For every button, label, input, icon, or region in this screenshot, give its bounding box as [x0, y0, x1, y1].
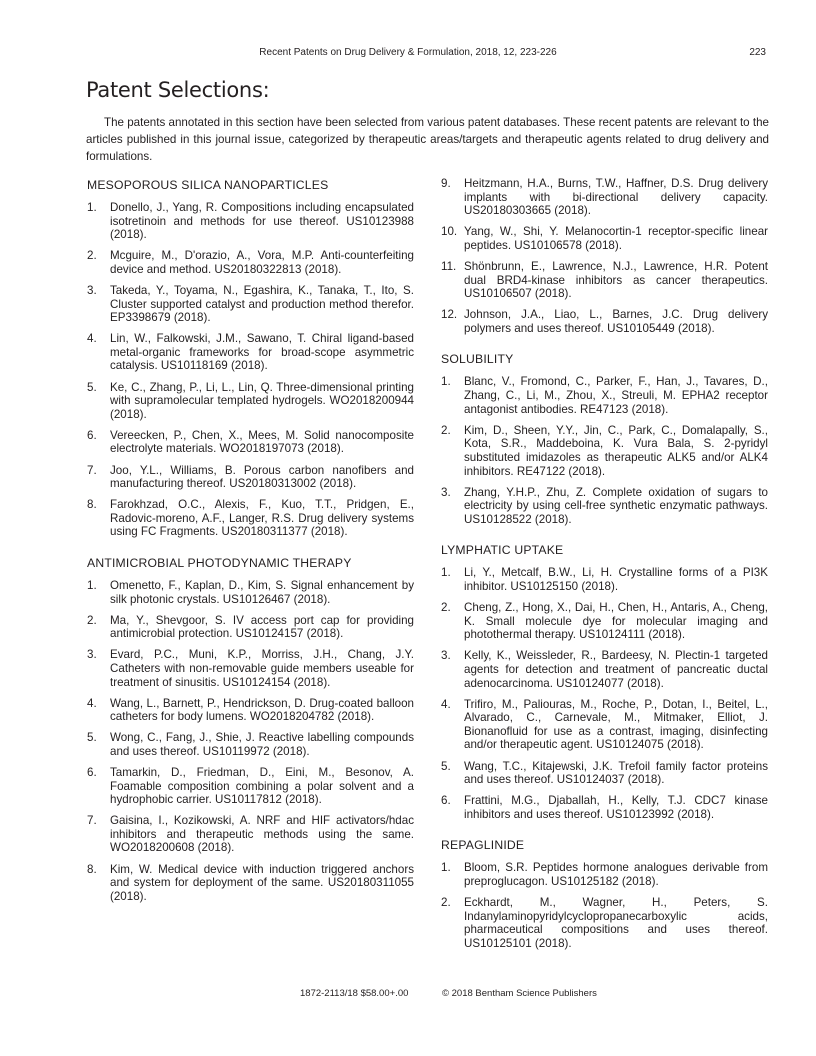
patent-entry: [441, 225, 768, 252]
entry-text: Farokhzad, O.C., Alexis, F., Kuo, T.T., Pridgen, E., Radovic-moreno, A.F., Langer, R.S. Drug delivery systems using FC Fragments. US20180311377 (2018).: [110, 498, 414, 539]
entry-number: 4.: [87, 332, 97, 346]
patent-entry: [87, 464, 414, 491]
patent-entry: [441, 566, 768, 593]
entry-number: 7.: [87, 814, 97, 828]
entry-number: 1.: [87, 578, 97, 592]
patent-entry: [441, 861, 768, 888]
patent-entry: [87, 284, 414, 325]
page-number: 223: [749, 47, 766, 58]
entry-text: Gaisina, I., Kozikowski, A. NRF and HIF activators/hdac inhibitors and therapeutic methods using the same. WO2018200608 (2018).: [110, 814, 414, 855]
entry-text: Bloom, S.R. Peptides hormone analogues derivable from preproglucagon. US10125182 (2018).: [464, 861, 768, 888]
entry-text: Eckhardt, M., Wagner, H., Peters, S. Indanylaminopyridylcyclopropanecarboxylic acids, pharmaceutical compositions and uses thereof. US10125101 (2018).: [464, 896, 768, 950]
patent-section: [441, 837, 768, 950]
entry-text: Yang, W., Shi, Y. Melanocortin-1 receptor-specific linear peptides. US10106578 (2018).: [464, 225, 768, 252]
patent-entry: [87, 814, 414, 855]
entry-text: Tamarkin, D., Friedman, D., Eini, M., Besonov, A. Foamable composition combining a polar solvent and a hydrophobic carrier. US10117812 (2018).: [110, 766, 414, 807]
patent-entry: [87, 332, 414, 373]
entry-number: 5.: [87, 380, 97, 394]
patent-entry: [441, 486, 768, 527]
entry-number: 6.: [87, 428, 97, 442]
patent-entry: [87, 648, 414, 689]
entry-text: Wang, L., Barnett, P., Hendrickson, D. Drug-coated balloon catheters for body lumens. WO2018204782 (2018).: [110, 696, 414, 724]
entry-number: 6.: [441, 794, 451, 808]
entry-number: 3.: [87, 283, 97, 297]
entry-number: 10.: [441, 225, 458, 239]
entry-number: 3.: [87, 648, 97, 662]
entry-number: 6.: [87, 766, 97, 779]
entry-number: 11.: [441, 259, 457, 273]
entry-text: Joo, Y.L., Williams, B. Porous carbon nanofibers and manufacturing thereof. US20180313002 (2018).: [110, 463, 414, 491]
patent-entry: [87, 697, 414, 724]
patent-entry: [87, 579, 414, 606]
entry-text: Ma, Y., Shevgoor, S. IV access port cap for providing antimicrobial protection. US10124157 (2018).: [110, 613, 414, 641]
entry-number: 1.: [441, 861, 451, 875]
patent-entry: [87, 429, 414, 456]
patent-entry: [441, 649, 768, 690]
journal-citation: Recent Patents on Drug Delivery & Formulation, 2018, 12, 223-226: [259, 47, 557, 58]
entry-number: 2.: [441, 423, 451, 437]
entry-text: Donello, J., Yang, R. Compositions including encapsulated isotretinoin and methods for use thereof. US10123988 (2018).: [110, 201, 414, 242]
section-heading: REPAGLINIDE: [441, 838, 525, 853]
entry-text: Wang, T.C., Kitajewski, J.K. Trefoil family factor proteins and uses thereof. US10124037 (2018).: [464, 759, 768, 787]
entry-number: 5.: [87, 731, 97, 745]
patent-entry: [441, 896, 768, 950]
entry-number: 4.: [87, 696, 97, 710]
issn-price: 1872-2113/18 $58.00+.00: [300, 988, 409, 999]
entry-text: Shönbrunn, E., Lawrence, N.J., Lawrence, H.R. Potent dual BRD4-kinase inhibitors as cancer therapeutics. US10106507 (2018).: [464, 259, 768, 301]
entry-number: 1.: [87, 201, 97, 214]
patent-entry: [87, 731, 414, 758]
entry-number: 1.: [441, 375, 451, 389]
patent-entry: [441, 601, 768, 642]
patent-entry: [441, 698, 768, 752]
patent-entry: [441, 177, 768, 218]
entry-text: Ke, C., Zhang, P., Li, L., Lin, Q. Three-dimensional printing with supramolecular templated hydrogels. WO2018200944 (2018).: [110, 380, 414, 421]
patent-entry: [87, 863, 414, 904]
patent-entry: [441, 308, 768, 335]
entry-text: Trifiro, M., Paliouras, M., Roche, P., Dotan, I., Beitel, L., Alvarado, C., Carnevale, M., Mitmaker, Elliot, J. Bionanofluid for use as a contrast, imaging, disinfecting and/or therapeutic agent. US10124075 (2018).: [464, 697, 768, 752]
section-heading: SOLUBILITY: [441, 352, 514, 367]
patent-section: [87, 177, 414, 539]
patent-section: [441, 351, 768, 526]
entry-text: Cheng, Z., Hong, X., Dai, H., Chen, H., Antaris, A., Cheng, K. Small molecule dye for molecular imaging and photothermal therapy. US10124111 (2018).: [464, 601, 768, 642]
entry-number: 9.: [441, 177, 451, 190]
entry-text: Vereecken, P., Chen, X., Mees, M. Solid nanocomposite electrolyte materials. WO2018197073 (2018).: [110, 428, 414, 456]
page-title: Patent Selections:: [86, 78, 270, 102]
section-heading: MESOPOROUS SILICA NANOPARTICLES: [87, 178, 329, 192]
entry-number: 2.: [87, 613, 97, 627]
entry-number: 2.: [87, 249, 97, 263]
entry-text: Zhang, Y.H.P., Zhu, Z. Complete oxidation of sugars to electricity by using cell-free synthetic enzymatic pathways. US10128522 (2018).: [464, 485, 768, 526]
patent-entry: [87, 201, 414, 242]
entry-text: Li, Y., Metcalf, B.W., Li, H. Crystalline forms of a PI3K inhibitor. US10125150 (2018).: [464, 566, 768, 593]
patent-section: [87, 555, 414, 903]
section-heading: LYMPHATIC UPTAKE: [441, 543, 564, 558]
entry-text: Evard, P.C., Muni, K.P., Morriss, J.H., Chang, J.Y. Catheters with non-removable guide members useable for treatment of sinusitis. US10124154 (2018).: [110, 648, 414, 689]
patent-section: [441, 542, 768, 821]
entry-text: Frattini, M.G., Djaballah, H., Kelly, T.J. CDC7 kinase inhibitors and uses thereof. US10123992 (2018).: [464, 794, 768, 821]
section-heading: ANTIMICROBIAL PHOTODYNAMIC THERAPY: [87, 555, 352, 570]
right-column: [441, 177, 768, 966]
entry-number: 12.: [441, 308, 458, 322]
entry-number: 4.: [441, 697, 451, 711]
patent-entry: [441, 260, 768, 301]
copyright: © 2018 Bentham Science Publishers: [442, 988, 597, 999]
entry-number: 3.: [441, 485, 451, 499]
patent-section: [441, 177, 768, 335]
intro-paragraph: The patents annotated in this section have been selected from various patent databases. These recent patents are relevant to the articles published in this journal issue, categorized by therapeutic areas/targets and therapeutic agents related to drug delivery and formulations.: [86, 116, 769, 163]
entry-number: 3.: [441, 649, 451, 663]
patent-entry: [441, 424, 768, 478]
patent-entry: [441, 794, 768, 821]
entry-text: Lin, W., Falkowski, J.M., Sawano, T. Chiral ligand-based metal-organic frameworks for broad-scope asymmetric catalysis. US10118169 (2018).: [110, 332, 414, 373]
patent-entry: [441, 760, 768, 787]
entry-text: Takeda, Y., Toyama, N., Egashira, K., Tanaka, T., Ito, S. Cluster supported catalyst and production method therefor. EP3398679 (2018).: [110, 283, 414, 325]
patent-entry: [87, 614, 414, 641]
entry-number: 2.: [441, 601, 451, 615]
page-footer: [0, 988, 816, 1002]
patent-entry: [87, 766, 414, 807]
left-column: [87, 177, 414, 919]
entry-number: 7.: [87, 463, 97, 477]
entry-text: Mcguire, M., D'orazio, A., Vora, M.P. Anti-counterfeiting device and method. US20180322813 (2018).: [110, 249, 414, 276]
entry-number: 8.: [87, 498, 97, 512]
entry-text: Heitzmann, H.A., Burns, T.W., Haffner, D.S. Drug delivery implants with bi-directional delivery capacity. US20180303665 (2018).: [464, 177, 768, 218]
entry-text: Kim, D., Sheen, Y.Y., Jin, C., Park, C., Domalapally, S., Kota, S.R., Maddeboina, K. Vura Bala, S. 2-pyridyl substituted imidazoles as therapeutic ALK5 and/or ALK4 inhibitors. RE47122 (2018).: [464, 423, 768, 478]
entry-text: Blanc, V., Fromond, C., Parker, F., Han, J., Tavares, D., Zhang, C., Li, M., Zhou, X., Streuli, M. EPHA2 receptor antagonist antibodies. RE47123 (2018).: [464, 375, 768, 416]
patent-entry: [87, 381, 414, 422]
patent-entry: [87, 249, 414, 276]
entry-text: Kelly, K., Weissleder, R., Bardeesy, N. Plectin-1 targeted agents for detection and treatment of pancreatic ductal adenocarcinoma. US10124077 (2018).: [464, 649, 768, 690]
entry-text: Johnson, J.A., Liao, L., Barnes, J.C. Drug delivery polymers and uses thereof. US10105449 (2018).: [464, 308, 768, 335]
entry-text: Kim, W. Medical device with induction triggered anchors and system for deployment of the same. US20180311055 (2018).: [110, 862, 414, 903]
entry-text: Wong, C., Fang, J., Shie, J. Reactive labelling compounds and uses thereof. US10119972 (2018).: [110, 731, 414, 758]
entry-number: 2.: [441, 896, 451, 910]
patent-entry: [441, 375, 768, 416]
running-header: [0, 47, 816, 61]
entry-number: 5.: [441, 759, 451, 773]
entry-text: Omenetto, F., Kaplan, D., Kim, S. Signal enhancement by silk photonic crystals. US10126467 (2018).: [110, 578, 414, 606]
entry-number: 8.: [87, 862, 97, 876]
entry-number: 1.: [441, 566, 451, 580]
patent-entry: [87, 498, 414, 539]
